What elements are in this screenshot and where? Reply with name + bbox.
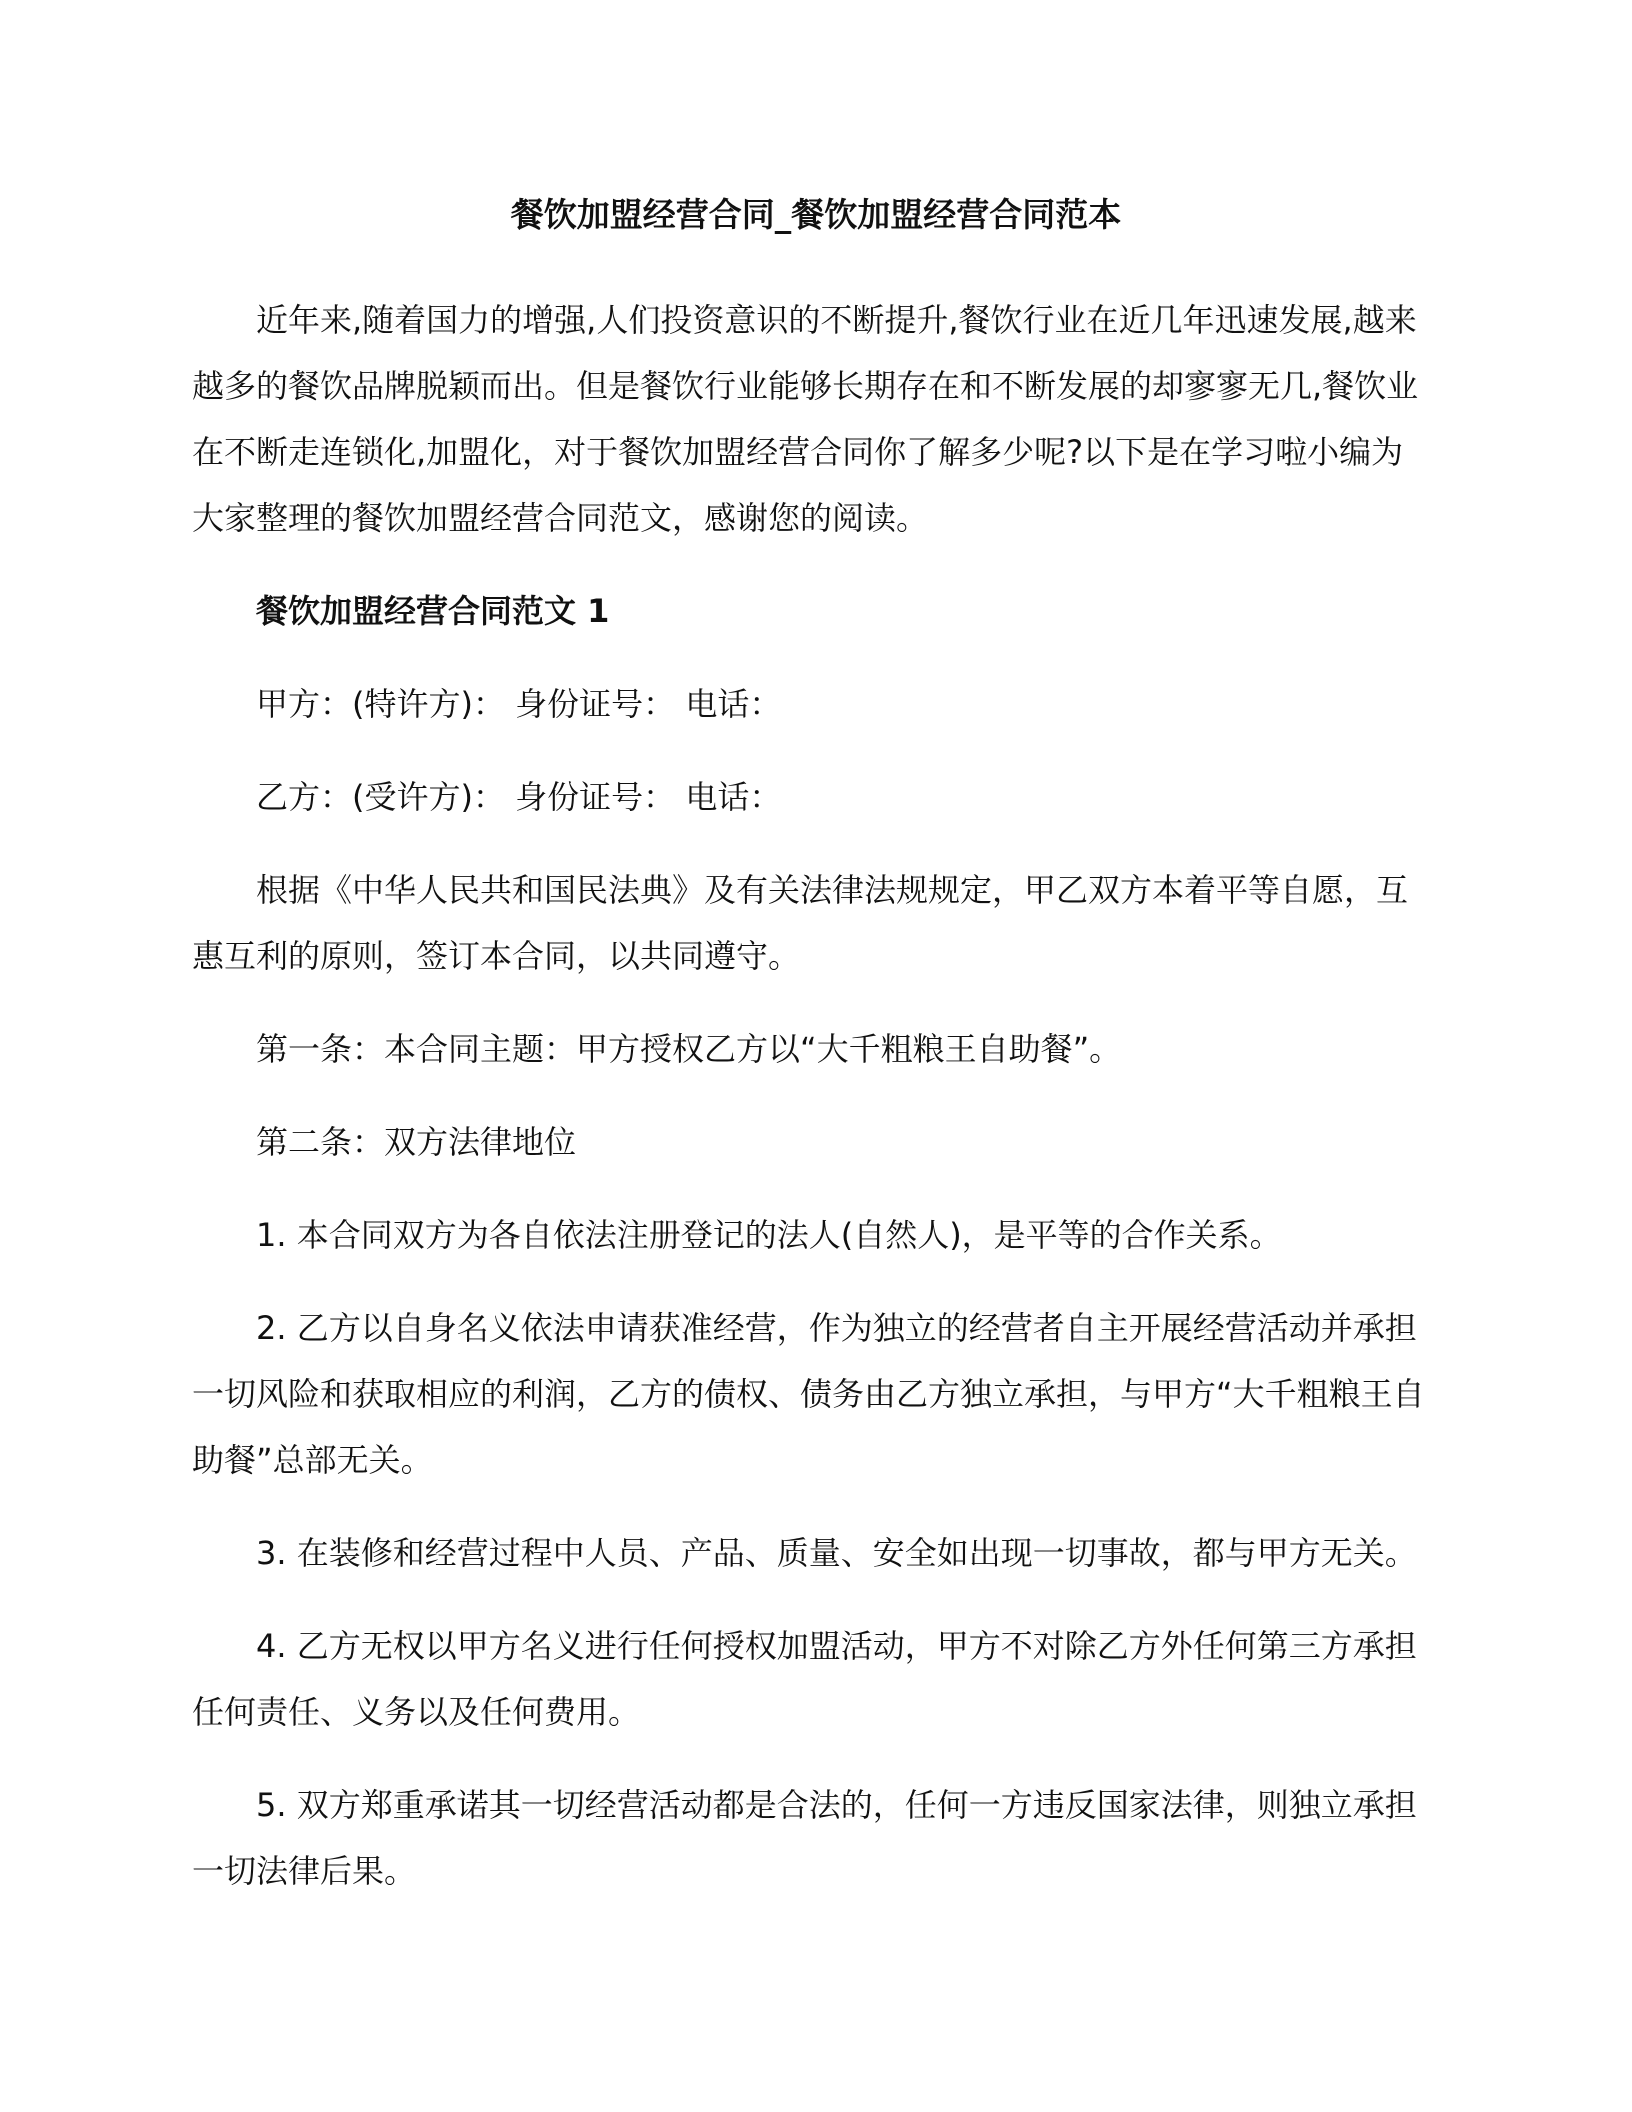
clause-3: 3. 在装修和经营过程中人员、产品、质量、安全如出现一切事故，都与甲方无关。	[256, 1534, 1417, 1572]
article-1: 第一条：本合同主题：甲方授权乙方以“大千粗粮王自助餐”。	[256, 1030, 1122, 1068]
clause-1: 1. 本合同双方为各自依法注册登记的法人(自然人)，是平等的合作关系。	[256, 1216, 1282, 1254]
party-a-line: 甲方：(特许方)： 身份证号： 电话：	[256, 685, 782, 723]
legal-basis-paragraph: 根据《中华人民共和国民法典》及有关法律法规规定，甲乙双方本着平等自愿，互惠互利的原则，签订本合同，以共同遵守。	[192, 871, 1409, 975]
page-title: 餐饮加盟经营合同_餐饮加盟经营合同范本	[510, 195, 1122, 234]
party-b-line: 乙方：(受许方)： 身份证号： 电话：	[256, 778, 782, 816]
clause-5: 5. 双方郑重承诺其一切经营活动都是合法的，任何一方违反国家法律，则独立承担一切法律后果。	[192, 1786, 1417, 1890]
article-2-heading: 第二条：双方法律地位	[256, 1123, 577, 1161]
clause-2: 2. 乙方以自身名义依法申请获准经营，作为独立的经营者自主开展经营活动并承担一切风险和获取相应的利润，乙方的债权、债务由乙方独立承担，与甲方“大千粗粮王自助餐”总部无关。	[192, 1309, 1425, 1479]
intro-paragraph: 近年来,随着国力的增强,人们投资意识的不断提升,餐饮行业在近几年迅速发展,越来越多的餐饮品牌脱颖而出。但是餐饮行业能够长期存在和不断发展的却寥寥无几,餐饮业在不断走连锁化,加盟化，对于餐饮加盟经营合同你了解多少呢?以下是在学习啦小编为大家整理的餐饮加盟经营合同范文，感谢您的阅读。	[192, 301, 1419, 537]
section-heading: 餐饮加盟经营合同范文 1	[256, 592, 610, 630]
clause-4: 4. 乙方无权以甲方名义进行任何授权加盟活动，甲方不对除乙方外任何第三方承担任何责任、义务以及任何费用。	[192, 1627, 1417, 1731]
document-body	[192, 287, 1432, 1931]
